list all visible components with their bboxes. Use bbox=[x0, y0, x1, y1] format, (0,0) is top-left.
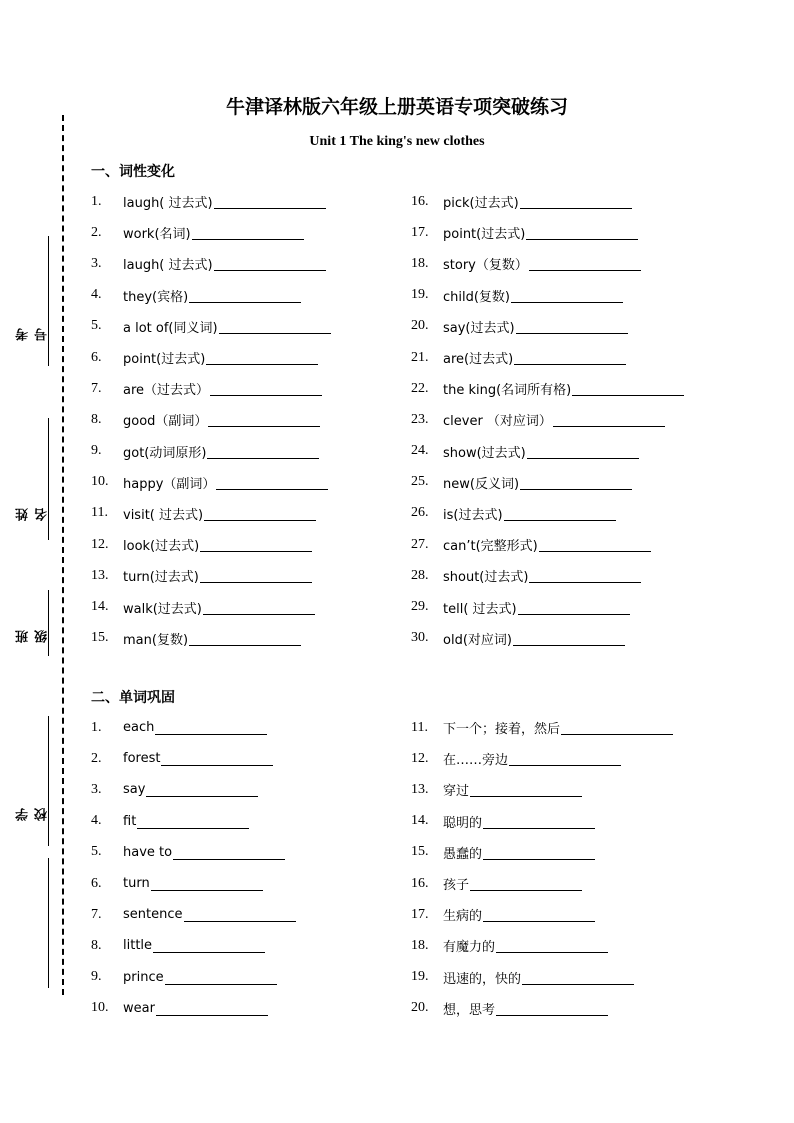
answer-blank[interactable] bbox=[207, 444, 319, 459]
item-prompt: 下一个；接着，然后 bbox=[443, 722, 561, 738]
item-prompt: laugh( 过去式) bbox=[123, 258, 213, 274]
item-prompt: look(过去式) bbox=[123, 539, 200, 555]
item-number: 11. bbox=[411, 719, 428, 735]
answer-blank[interactable] bbox=[520, 194, 632, 209]
exercise-item bbox=[91, 806, 296, 837]
answer-blank[interactable] bbox=[518, 600, 630, 615]
exercise-item bbox=[91, 560, 331, 591]
item-prompt: happy（副词） bbox=[123, 476, 216, 492]
class-label: 班级 bbox=[16, 630, 50, 643]
exercise-item bbox=[91, 993, 296, 1024]
answer-blank[interactable] bbox=[165, 970, 277, 985]
item-number: 14. bbox=[91, 599, 109, 615]
exercise-item bbox=[91, 467, 331, 498]
exercise-item bbox=[411, 404, 684, 435]
item-number: 3. bbox=[91, 255, 102, 271]
item-number: 13. bbox=[411, 781, 429, 797]
answer-blank[interactable] bbox=[184, 907, 296, 922]
exercise-item bbox=[411, 498, 684, 529]
item-prompt: new(反义词) bbox=[443, 476, 520, 492]
item-prompt: little bbox=[123, 938, 153, 954]
exercise-item bbox=[411, 930, 673, 961]
answer-blank[interactable] bbox=[504, 506, 616, 521]
answer-blank[interactable] bbox=[161, 751, 273, 766]
item-prompt: man(复数) bbox=[123, 632, 189, 648]
item-prompt: 愚蠢的 bbox=[443, 846, 483, 862]
item-prompt: old(对应词) bbox=[443, 632, 512, 648]
item-number: 16. bbox=[411, 875, 429, 891]
item-number: 28. bbox=[411, 567, 429, 583]
answer-blank[interactable] bbox=[511, 288, 623, 303]
answer-blank[interactable] bbox=[206, 350, 318, 365]
item-prompt: tell( 过去式) bbox=[443, 601, 517, 617]
item-prompt: good（副词） bbox=[123, 414, 208, 430]
answer-blank[interactable] bbox=[509, 751, 621, 766]
item-number: 1. bbox=[91, 193, 102, 209]
item-prompt: show(过去式) bbox=[443, 445, 526, 461]
exam-number-label: 考号 bbox=[16, 328, 50, 341]
item-number: 12. bbox=[91, 536, 109, 552]
item-prompt: is(过去式) bbox=[443, 507, 503, 523]
school-line bbox=[48, 716, 49, 846]
item-prompt: walk(过去式) bbox=[123, 601, 202, 617]
item-number: 19. bbox=[411, 287, 429, 303]
answer-blank[interactable] bbox=[526, 225, 638, 240]
exercise-item bbox=[91, 712, 296, 743]
item-prompt: the king(名词所有格) bbox=[443, 383, 572, 399]
page-subtitle: Unit 1 The king's new clothes bbox=[309, 134, 485, 149]
answer-blank[interactable] bbox=[483, 814, 595, 829]
bottom-line bbox=[48, 858, 49, 988]
item-number: 10. bbox=[91, 1000, 109, 1016]
exercise-item bbox=[91, 217, 331, 248]
item-prompt: story（复数） bbox=[443, 258, 528, 274]
item-number: 20. bbox=[411, 318, 429, 334]
item-prompt: pick(过去式) bbox=[443, 196, 519, 212]
item-prompt: can’t(完整形式) bbox=[443, 539, 538, 555]
answer-blank[interactable] bbox=[219, 319, 331, 334]
item-prompt: are(过去式) bbox=[443, 352, 514, 368]
binding-dashed-line bbox=[62, 115, 64, 995]
item-prompt: got(动词原形) bbox=[123, 445, 207, 461]
exercise-item bbox=[91, 623, 331, 654]
exercise-item bbox=[411, 868, 673, 899]
item-prompt: child(复数) bbox=[443, 289, 511, 305]
item-number: 4. bbox=[91, 813, 102, 829]
exercise-item bbox=[411, 806, 673, 837]
item-prompt: fit bbox=[123, 813, 137, 829]
exercise-item bbox=[411, 591, 684, 622]
item-number: 9. bbox=[91, 969, 102, 985]
section2-left-column bbox=[91, 712, 296, 1024]
item-number: 22. bbox=[411, 380, 429, 396]
item-prompt: are（过去式） bbox=[123, 383, 210, 399]
exercise-item bbox=[411, 837, 673, 868]
exercise-item bbox=[91, 280, 331, 311]
item-prompt: turn bbox=[123, 876, 150, 892]
item-number: 2. bbox=[91, 750, 102, 766]
item-number: 1. bbox=[91, 719, 102, 735]
answer-blank[interactable] bbox=[173, 845, 285, 860]
item-number: 20. bbox=[411, 1000, 429, 1016]
exercise-item bbox=[411, 529, 684, 560]
exercise-item bbox=[411, 993, 673, 1024]
item-number: 15. bbox=[91, 630, 109, 646]
item-number: 7. bbox=[91, 906, 102, 922]
item-number: 23. bbox=[411, 411, 429, 427]
item-number: 15. bbox=[411, 844, 429, 860]
school-label: 学校 bbox=[16, 808, 50, 821]
item-number: 5. bbox=[91, 844, 102, 860]
answer-blank[interactable] bbox=[156, 1001, 268, 1016]
item-number: 2. bbox=[91, 224, 102, 240]
answer-blank[interactable] bbox=[561, 720, 673, 735]
exercise-item bbox=[411, 217, 684, 248]
item-number: 18. bbox=[411, 937, 429, 953]
item-prompt: have to bbox=[123, 844, 173, 860]
answer-blank[interactable] bbox=[203, 600, 315, 615]
answer-blank[interactable] bbox=[529, 256, 641, 271]
answer-blank[interactable] bbox=[151, 876, 263, 891]
exercise-item bbox=[91, 373, 331, 404]
exercise-item bbox=[411, 280, 684, 311]
exercise-item bbox=[411, 712, 673, 743]
exercise-item bbox=[91, 436, 331, 467]
item-prompt: 聪明的 bbox=[443, 815, 483, 831]
answer-blank[interactable] bbox=[155, 720, 267, 735]
answer-blank[interactable] bbox=[496, 1001, 608, 1016]
answer-blank[interactable] bbox=[527, 444, 639, 459]
item-prompt: say(过去式) bbox=[443, 320, 515, 336]
answer-blank[interactable] bbox=[496, 938, 608, 953]
item-number: 19. bbox=[411, 969, 429, 985]
item-number: 16. bbox=[411, 193, 429, 209]
section2-heading: 二、单词巩固 bbox=[91, 690, 175, 706]
answer-blank[interactable] bbox=[189, 631, 301, 646]
section1-left-column bbox=[91, 186, 331, 654]
exercise-item bbox=[411, 342, 684, 373]
answer-blank[interactable] bbox=[529, 568, 641, 583]
answer-blank[interactable] bbox=[210, 381, 322, 396]
exercise-item bbox=[91, 498, 331, 529]
item-prompt: 在……旁边 bbox=[443, 753, 509, 769]
class-line bbox=[48, 590, 49, 656]
item-prompt: say bbox=[123, 782, 146, 798]
exercise-item bbox=[91, 868, 296, 899]
item-prompt: work(名词) bbox=[123, 227, 191, 243]
item-prompt: visit( 过去式) bbox=[123, 507, 204, 523]
answer-blank[interactable] bbox=[513, 631, 625, 646]
item-number: 11. bbox=[91, 505, 108, 521]
item-prompt: 有魔力的 bbox=[443, 940, 496, 956]
exercise-item bbox=[411, 186, 684, 217]
section2-right-column bbox=[411, 712, 673, 1024]
item-number: 6. bbox=[91, 349, 102, 365]
item-prompt: laugh( 过去式) bbox=[123, 196, 213, 212]
exercise-item bbox=[411, 248, 684, 279]
item-number: 7. bbox=[91, 380, 102, 396]
item-number: 4. bbox=[91, 287, 102, 303]
answer-blank[interactable] bbox=[137, 814, 249, 829]
item-number: 9. bbox=[91, 443, 102, 459]
item-number: 14. bbox=[411, 813, 429, 829]
answer-blank[interactable] bbox=[146, 782, 258, 797]
exercise-item bbox=[411, 962, 673, 993]
item-prompt: sentence bbox=[123, 907, 183, 923]
item-prompt: 生病的 bbox=[443, 909, 483, 925]
exercise-item bbox=[91, 962, 296, 993]
item-prompt: wear bbox=[123, 1000, 155, 1016]
answer-blank[interactable] bbox=[216, 475, 328, 490]
item-prompt: 想，思考 bbox=[443, 1002, 496, 1018]
exercise-item bbox=[91, 248, 331, 279]
exercise-item bbox=[91, 743, 296, 774]
item-prompt: shout(过去式) bbox=[443, 570, 529, 586]
exercise-item bbox=[411, 743, 673, 774]
exam-number-line bbox=[48, 236, 49, 366]
answer-blank[interactable] bbox=[204, 506, 316, 521]
answer-blank[interactable] bbox=[200, 537, 312, 552]
item-number: 29. bbox=[411, 599, 429, 615]
answer-blank[interactable] bbox=[470, 782, 582, 797]
item-number: 5. bbox=[91, 318, 102, 334]
exercise-item bbox=[411, 436, 684, 467]
answer-blank[interactable] bbox=[516, 319, 628, 334]
item-number: 26. bbox=[411, 505, 429, 521]
item-prompt: forest bbox=[123, 751, 161, 767]
item-prompt: prince bbox=[123, 969, 164, 985]
answer-blank[interactable] bbox=[514, 350, 626, 365]
exercise-item bbox=[91, 404, 331, 435]
item-number: 27. bbox=[411, 536, 429, 552]
item-number: 13. bbox=[91, 567, 109, 583]
exercise-item bbox=[91, 774, 296, 805]
exercise-item bbox=[411, 899, 673, 930]
name-line bbox=[48, 418, 49, 540]
item-prompt: a lot of(同义词) bbox=[123, 320, 218, 336]
section1-right-column bbox=[411, 186, 684, 654]
item-number: 17. bbox=[411, 906, 429, 922]
answer-blank[interactable] bbox=[470, 876, 582, 891]
answer-blank[interactable] bbox=[572, 381, 684, 396]
item-prompt: point(过去式) bbox=[443, 227, 526, 243]
item-number: 24. bbox=[411, 443, 429, 459]
answer-blank[interactable] bbox=[192, 225, 304, 240]
item-prompt: clever （对应词） bbox=[443, 414, 552, 430]
item-prompt: they(宾格) bbox=[123, 289, 189, 305]
exercise-item bbox=[411, 623, 684, 654]
item-number: 25. bbox=[411, 474, 429, 490]
item-number: 12. bbox=[411, 750, 429, 766]
page-title: 牛津译林版六年级上册英语专项突破练习 bbox=[225, 96, 568, 118]
item-number: 17. bbox=[411, 224, 429, 240]
item-number: 3. bbox=[91, 781, 102, 797]
item-prompt: point(过去式) bbox=[123, 352, 206, 368]
item-number: 6. bbox=[91, 875, 102, 891]
exercise-item bbox=[91, 311, 331, 342]
exercise-item bbox=[91, 930, 296, 961]
item-prompt: 迅速的，快的 bbox=[443, 971, 522, 987]
item-number: 21. bbox=[411, 349, 429, 365]
exercise-item bbox=[91, 342, 331, 373]
answer-blank[interactable] bbox=[214, 194, 326, 209]
answer-blank[interactable] bbox=[553, 412, 665, 427]
exercise-item bbox=[91, 186, 331, 217]
answer-blank[interactable] bbox=[214, 256, 326, 271]
answer-blank[interactable] bbox=[539, 537, 651, 552]
exercise-item bbox=[91, 591, 331, 622]
exercise-item bbox=[411, 373, 684, 404]
answer-blank[interactable] bbox=[189, 288, 301, 303]
exercise-item bbox=[91, 837, 296, 868]
item-prompt: each bbox=[123, 720, 155, 736]
item-number: 18. bbox=[411, 255, 429, 271]
answer-blank[interactable] bbox=[522, 970, 634, 985]
section1-heading: 一、词性变化 bbox=[91, 164, 175, 180]
name-label: 姓名 bbox=[16, 508, 50, 521]
exercise-item bbox=[411, 311, 684, 342]
answer-blank[interactable] bbox=[483, 907, 595, 922]
answer-blank[interactable] bbox=[153, 938, 265, 953]
item-prompt: turn(过去式) bbox=[123, 570, 199, 586]
exercise-item bbox=[91, 899, 296, 930]
item-number: 8. bbox=[91, 411, 102, 427]
answer-blank[interactable] bbox=[483, 845, 595, 860]
answer-blank[interactable] bbox=[520, 475, 632, 490]
item-number: 10. bbox=[91, 474, 109, 490]
exercise-item bbox=[411, 560, 684, 591]
item-number: 8. bbox=[91, 937, 102, 953]
exercise-item bbox=[411, 467, 684, 498]
exercise-item bbox=[91, 529, 331, 560]
exercise-item bbox=[411, 774, 673, 805]
answer-blank[interactable] bbox=[200, 568, 312, 583]
item-number: 30. bbox=[411, 630, 429, 646]
answer-blank[interactable] bbox=[208, 412, 320, 427]
item-prompt: 孩子 bbox=[443, 878, 470, 894]
item-prompt: 穿过 bbox=[443, 784, 470, 800]
